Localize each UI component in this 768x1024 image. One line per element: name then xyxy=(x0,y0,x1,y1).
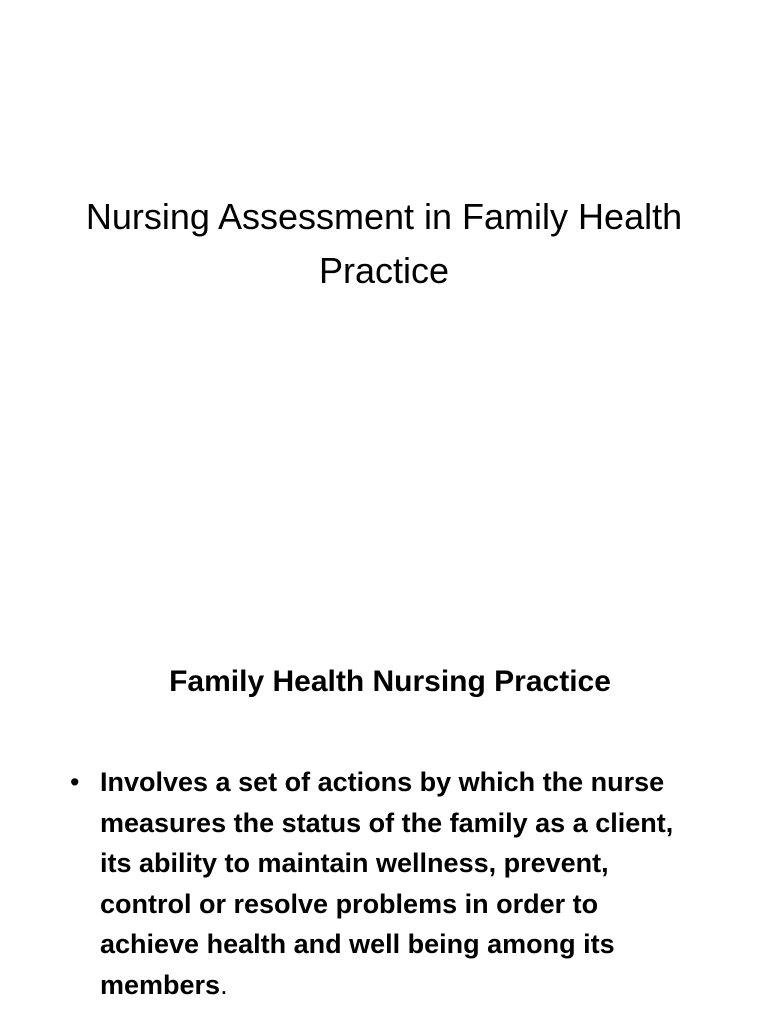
bullet-dot-icon: • xyxy=(70,767,80,797)
content-slide xyxy=(0,576,768,1024)
slide-heading: Family Health Nursing Practice xyxy=(169,665,611,698)
slide-title: Nursing Assessment in Family Health Practice xyxy=(85,196,683,291)
bullet-period: . xyxy=(220,969,228,1000)
bullet-text: Involves a set of actions by which the nurse measures the status of the family as a client, its ability to maintain wellness, prevent, control or resolve problems in order to achieve health and well being among its members xyxy=(100,767,674,1000)
bullet-item xyxy=(70,762,690,1005)
bullet-list xyxy=(70,762,690,1005)
